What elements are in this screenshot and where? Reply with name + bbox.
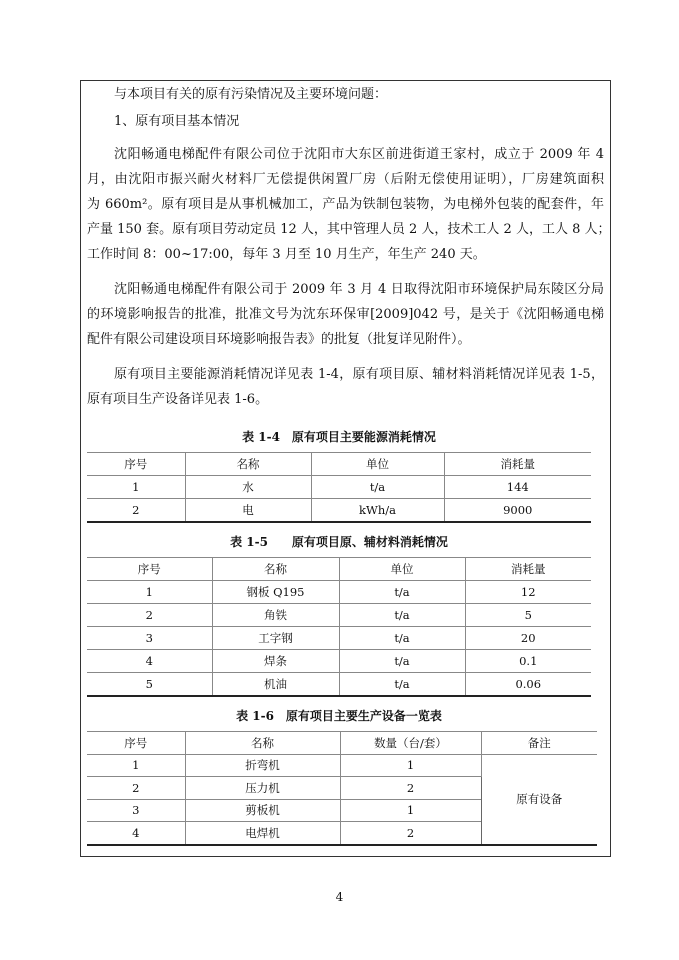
table-cell: 钢板 Q195 [212,581,339,604]
table-1-6 [87,731,597,846]
table-cell: 水 [185,476,311,499]
table-1-5-caption: 表 1-5 原有项目原、辅材料消耗情况 [230,535,448,549]
paragraph-line: 产量 150 套。原有项目劳动定员 12 人，其中管理人员 2 人，技术工人 2 人，工人 8 人； [87,222,611,237]
column-header: 单位 [311,453,444,476]
table-cell: 4 [87,650,212,673]
table-cell: 1 [87,476,185,499]
table-cell: kWh/a [311,499,444,523]
table-cell: 1 [340,799,481,822]
paragraph-line: 原有项目生产设备详见表 1-6。 [87,392,269,407]
table-cell: 1 [340,754,481,777]
table-cell: 9000 [444,499,591,523]
table-row [87,581,591,604]
column-header: 名称 [212,558,339,581]
table-cell: 折弯机 [185,754,340,777]
table-cell: 剪板机 [185,799,340,822]
column-header: 名称 [185,453,311,476]
table-cell: 5 [465,604,591,627]
table-row [87,499,591,523]
table-cell: t/a [311,476,444,499]
table-cell: 2 [87,604,212,627]
table-cell: t/a [339,650,465,673]
table-cell: t/a [339,581,465,604]
table-cell: t/a [339,627,465,650]
table-row [87,650,591,673]
paragraph-line: 原有项目主要能源消耗情况详见表 1-4，原有项目原、辅材料消耗情况详见表 1-5， [114,367,604,382]
table-cell: 焊条 [212,650,339,673]
paragraph-line: 沈阳畅通电梯配件有限公司位于沈阳市大东区前进街道王家村，成立于 2009 年 4 [114,147,604,162]
column-header: 序号 [87,453,185,476]
column-header: 单位 [339,558,465,581]
table-cell: 压力机 [185,777,340,800]
column-header: 消耗量 [444,453,591,476]
table-header-row [87,732,597,755]
paragraph-line: 的环境影响报告的批准，批准文号为沈东环保审[2009]042 号，是关于《沈阳畅通电梯 [87,307,604,322]
table-cell: 工字钢 [212,627,339,650]
table-1-6-caption: 表 1-6 原有项目主要生产设备一览表 [236,709,442,723]
table-cell: 电焊机 [185,822,340,845]
table-1-5 [87,557,591,697]
table-cell: 2 [340,822,481,845]
column-header: 序号 [87,558,212,581]
table-cell: t/a [339,604,465,627]
table-cell: 0.1 [465,650,591,673]
table-cell: 3 [87,627,212,650]
paragraph-line: 沈阳畅通电梯配件有限公司于 2009 年 3 月 4 日取得沈阳市环境保护局东陵区分局 [114,282,604,297]
table-cell: 1 [87,581,212,604]
table-1-4-caption: 表 1-4 原有项目主要能源消耗情况 [242,430,436,444]
table-cell: 0.06 [465,673,591,697]
paragraph-line: 工作时间 8：00~17:00，每年 3 月至 10 月生产，年生产 240 天。 [87,247,486,262]
section-title: 1、原有项目基本情况 [114,114,240,129]
table-1-4 [87,452,591,523]
table-header-row [87,453,591,476]
page-number: 4 [335,890,344,904]
section-heading: 与本项目有关的原有污染情况及主要环境问题： [114,87,388,102]
table-cell: 144 [444,476,591,499]
table-cell: 5 [87,673,212,697]
table-row [87,627,591,650]
table-cell: 电 [185,499,311,523]
table-cell: t/a [339,673,465,697]
remark-cell: 原有设备 [481,754,597,845]
column-header: 数量（台/套） [340,732,481,755]
table-cell: 1 [87,754,185,777]
table-cell: 角铁 [212,604,339,627]
table-cell: 机油 [212,673,339,697]
column-header: 序号 [87,732,185,755]
table-row [87,604,591,627]
table-cell: 4 [87,822,185,845]
table-cell: 3 [87,799,185,822]
paragraph-line: 配件有限公司建设项目环境影响报告表》的批复（批复详见附件）。 [87,332,471,347]
table-row [87,476,591,499]
table-cell: 12 [465,581,591,604]
table-cell: 20 [465,627,591,650]
table-cell: 2 [87,777,185,800]
table-row [87,754,597,777]
column-header: 名称 [185,732,340,755]
column-header: 消耗量 [465,558,591,581]
paragraph-line: 为 660m²。原有项目是从事机械加工，产品为铁制包装物，为电梯外包装的配套件，年 [87,197,604,212]
paragraph-line: 月，由沈阳市振兴耐火材料厂无偿提供闲置厂房（后附无偿使用证明），厂房建筑面积 [87,172,604,187]
table-row [87,673,591,697]
table-header-row [87,558,591,581]
table-cell: 2 [87,499,185,523]
column-header: 备注 [481,732,597,755]
table-cell: 2 [340,777,481,800]
